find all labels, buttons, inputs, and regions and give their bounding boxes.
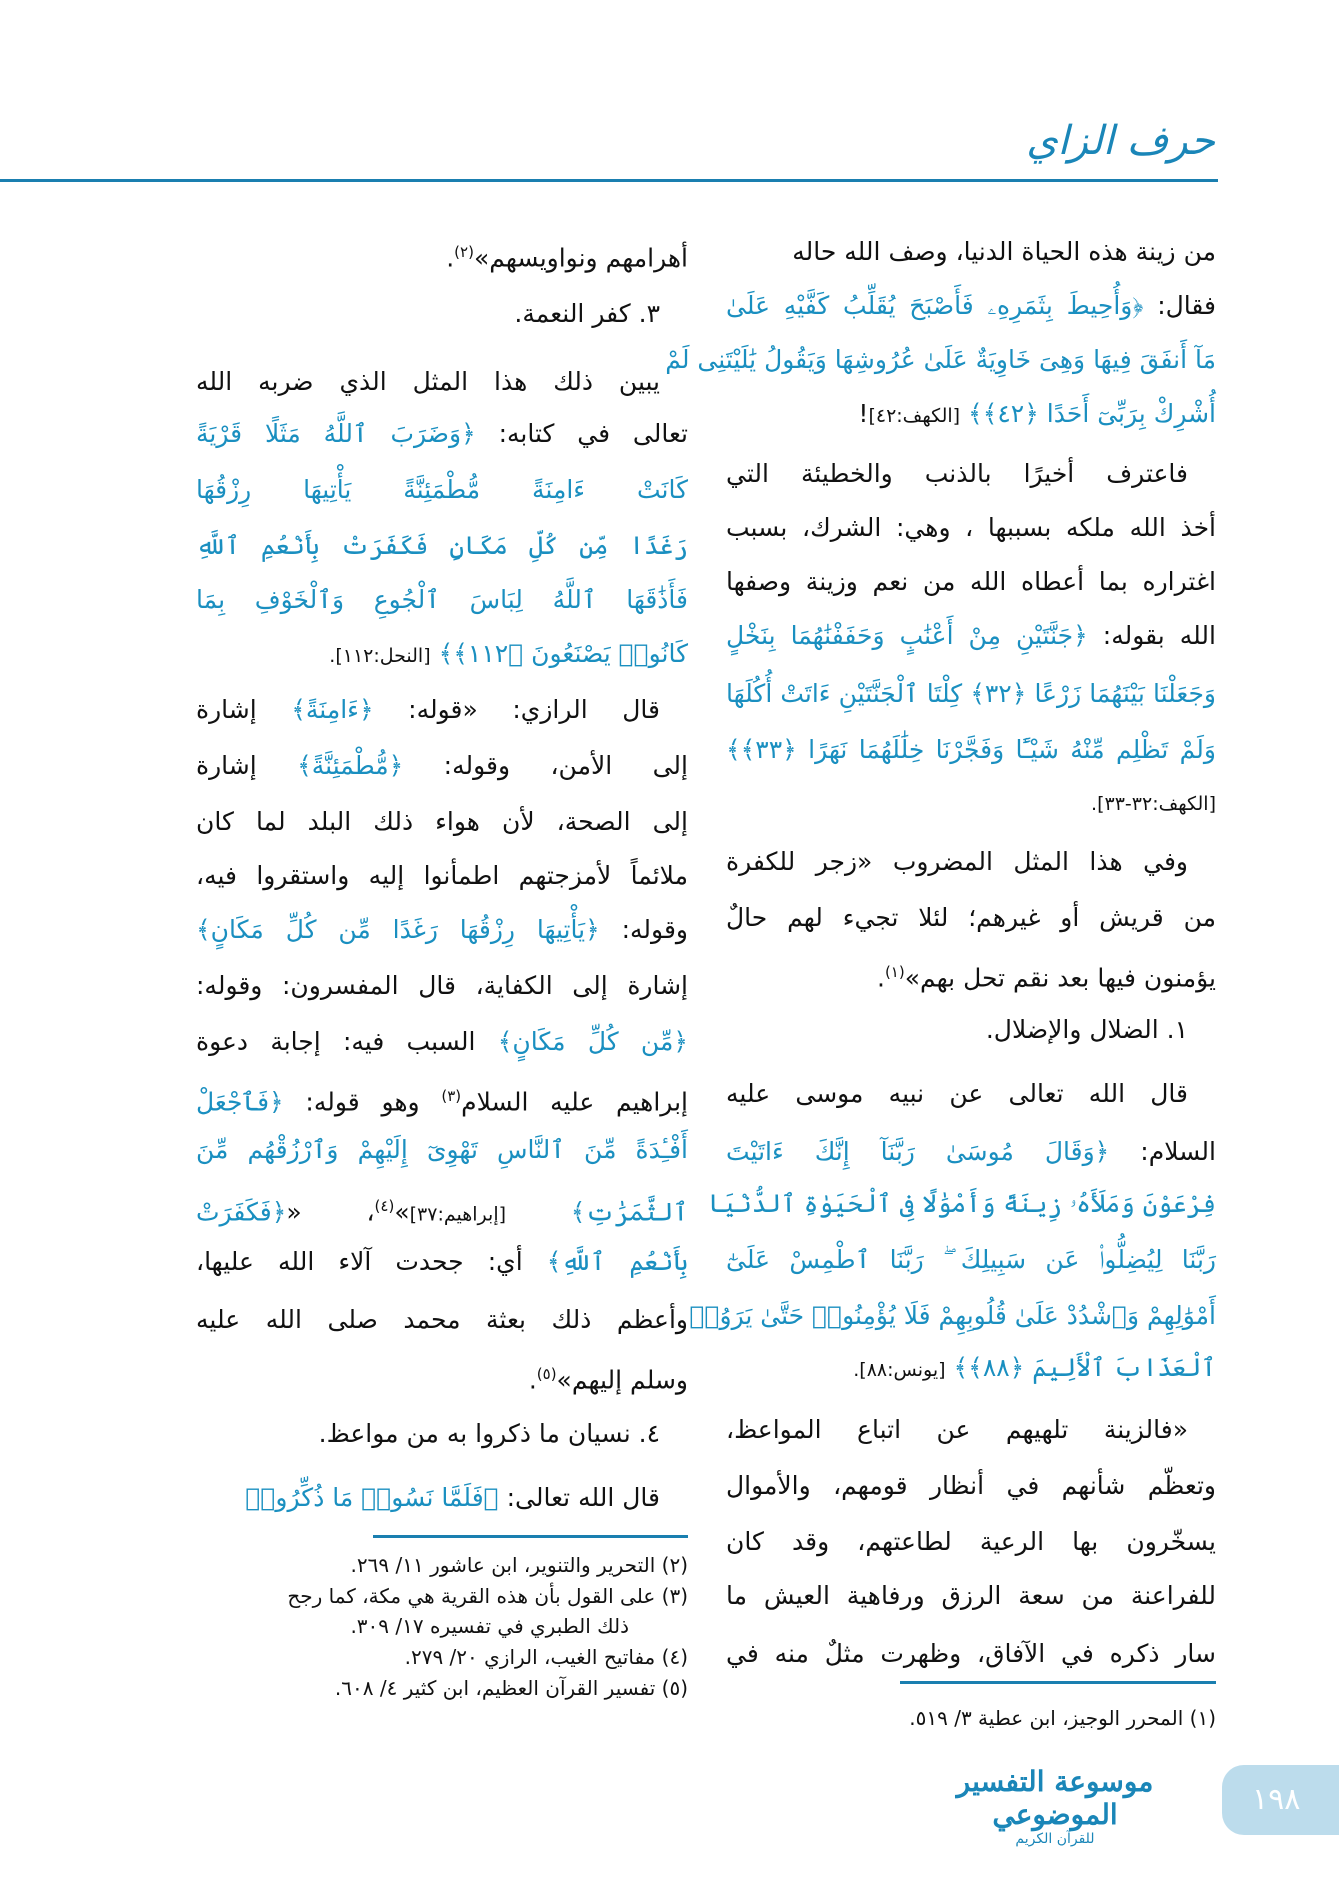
body-text: يبين ذلك هذا المثل الذي ضربه الله xyxy=(196,367,660,396)
text-line xyxy=(196,362,688,402)
quran-verse: ﴿ءَامِنَةً﴾ xyxy=(291,695,374,724)
body-text: يسخّرون بها الرعية لطاعتهم، وقد كان xyxy=(726,1527,1216,1556)
quran-verse: ﴿وَقَالَ مُوسَىٰ رَبَّنَآ إِنَّكَ ءَاتَيْتَ xyxy=(726,1137,1110,1166)
text-line xyxy=(707,1184,1216,1224)
text-line xyxy=(726,952,1216,998)
body-text: ! xyxy=(858,399,869,428)
verse-reference: [إبراهيم:٣٧] xyxy=(409,1203,507,1226)
text-line xyxy=(726,232,1216,272)
text-line xyxy=(726,1634,1216,1674)
body-text: . xyxy=(446,243,455,273)
body-text: السبب فيه: إجابة دعوة xyxy=(196,1027,498,1056)
quran-verse: أَمْوَٰلِهِمْ وَٱشْدُدْ عَلَىٰ قُلُوبِهِمْ فَلَا يُؤْمِنُوا۟ حَتَّىٰ يَرَوُا۟ xyxy=(689,1301,1216,1330)
quran-verse: أَفْـِٔدَةً مِّنَ ٱلنَّاسِ تَهْوِىٓ إِلَيْهِمْ وَٱرْزُقْهُم مِّنَ xyxy=(196,1135,688,1164)
body-text: إلى الصحة، لأن هواء ذلك البلد لما كان xyxy=(196,807,688,836)
text-line xyxy=(726,730,1216,770)
quran-verse: ﴿فَٱجْعَلْ xyxy=(196,1087,284,1117)
body-text: ٤. نسيان ما ذكروا به من مواعظ. xyxy=(318,1419,660,1448)
footnote-marker: (١) xyxy=(884,963,905,981)
body-text: . xyxy=(528,1365,537,1395)
page-number-badge: ١٩٨ xyxy=(1222,1765,1339,1835)
body-text: أخذ الله ملكه بسببها ، وهي: الشرك، بسبب xyxy=(726,513,1216,542)
body-text: ، « xyxy=(286,1197,375,1227)
text-line xyxy=(726,394,1216,436)
body-text: وأعظم ذلك بعثة محمد صلى الله عليه xyxy=(196,1305,688,1334)
body-text: أهرامهم ونواويسهم» xyxy=(473,243,688,273)
footnote: (٥) تفسير القرآن العظيم، ابن كثير ٤/ ٦٠٨. xyxy=(334,1676,688,1700)
body-text: . xyxy=(876,963,885,993)
quran-verse: مَآ أَنفَقَ فِيهَا وَهِىَ خَاوِيَةٌ عَلَىٰ عُرُوشِهَا وَيَقُولُ يَٰلَيْتَنِى لَمْ xyxy=(665,345,1216,374)
text-line xyxy=(196,634,688,676)
text-line xyxy=(196,414,688,454)
quran-verse: أُشْرِكْ بِرَبِّىٓ أَحَدًا ﴿٤٢﴾﴾ xyxy=(960,399,1216,428)
verse-reference: [الكهف:٤٢] xyxy=(868,405,961,427)
quran-verse: بِأَنْعُمِ ٱللَّهِ﴾ xyxy=(546,1247,688,1276)
text-line xyxy=(196,690,688,730)
body-text: وقوله: xyxy=(599,915,688,944)
quran-verse: فَأَذَٰقَهَا ٱللَّهُ لِبَاسَ ٱلْجُوعِ وَٱلْخَوْفِ بِمَا xyxy=(196,585,688,614)
body-text: من قريش أو غيرهم؛ لئلا تجيء لهم حالٌ xyxy=(726,903,1216,932)
footnote: (٢) التحرير والتنوير، ابن عاشور ١١/ ٢٦٩. xyxy=(350,1553,688,1577)
text-line xyxy=(726,1576,1216,1616)
body-text: وتعظّم شأنهم في أنظار قومهم، والأموال xyxy=(726,1471,1216,1500)
body-text: فاعترف أخيرًا بالذنب والخطيئة التي xyxy=(726,459,1188,488)
body-text: الله بقوله: xyxy=(1087,621,1216,650)
right-column xyxy=(665,0,1217,1700)
quran-verse: ﴿وَأُحِيطَ بِثَمَرِهِۦ فَأَصْبَحَ يُقَلِّبُ كَفَّيْهِ عَلَىٰ xyxy=(726,291,1144,320)
text-line xyxy=(726,508,1216,548)
body-text: قال الله تعالى: xyxy=(498,1483,660,1512)
text-line xyxy=(196,1242,688,1282)
body-text: إشارة xyxy=(196,695,292,724)
text-line xyxy=(196,580,688,620)
quran-verse: ﴿فَكَفَرَتْ xyxy=(196,1197,287,1227)
body-text: يؤمنون فيها بعد نقم تحل بهم» xyxy=(904,963,1216,993)
footnote-marker: (٢) xyxy=(454,243,474,261)
body-text: قال الله تعالى عن نبيه موسى عليه xyxy=(726,1079,1188,1108)
text-line xyxy=(196,1186,688,1234)
quran-verse: ﴿وَضَرَبَ ٱللَّهُ مَثَلًا قَرْيَةً xyxy=(196,419,476,448)
footnote-divider-left xyxy=(373,1535,688,1538)
footnote-marker: (٣) xyxy=(441,1087,462,1105)
body-text: «فالزينة تلهيهم عن اتباع المواعظ، xyxy=(726,1415,1188,1444)
body-text: إلى الأمن، وقوله: xyxy=(403,751,688,780)
body-text: ملائماً لأمزجتهم اطمأنوا إليه واستقروا فيه، xyxy=(196,861,688,890)
quran-verse: ﴿يَأْتِيهَا رِزْقُهَا رَغَدًا مِّن كُلِّ مَكَانٍ﴾ xyxy=(196,915,600,944)
text-line xyxy=(726,1240,1216,1280)
text-line xyxy=(196,856,688,896)
body-text: السلام: xyxy=(1109,1137,1216,1166)
quran-verse: فِرْعَوْنَ وَمَلَأَهُۥ زِينَةً وَأَمْوَٰلًا فِى ٱلْحَيَوٰةِ ٱلدُّنْيَا xyxy=(707,1189,1216,1218)
text-line xyxy=(726,562,1216,602)
body-text: من زينة هذه الحياة الدنيا، وصف الله حاله xyxy=(792,237,1216,266)
footnote-divider-right xyxy=(900,1681,1216,1684)
text-line xyxy=(196,1478,688,1518)
logo-title: موسوعة التفسير الموضوعي xyxy=(956,1765,1154,1831)
encyclopedia-logo xyxy=(930,1765,1180,1847)
footnote-marker: (٤) xyxy=(374,1197,395,1215)
text-line xyxy=(196,526,688,566)
body-text: » xyxy=(394,1197,410,1227)
body-text: فقال: xyxy=(1143,291,1217,320)
text-line xyxy=(196,910,688,950)
verse-reference: [يونس:٨٨]. xyxy=(853,1359,946,1381)
text-line xyxy=(196,1022,688,1062)
text-line xyxy=(726,1410,1216,1450)
footnote: ذلك الطبري في تفسيره ١٧/ ٣٠٩. xyxy=(350,1614,629,1638)
body-text: أي: جحدت آلاء الله عليها، xyxy=(196,1247,547,1276)
text-line xyxy=(726,782,1216,824)
text-line xyxy=(726,1348,1216,1390)
chapter-title: حرف الزاي xyxy=(1026,118,1215,164)
text-line xyxy=(689,1296,1216,1336)
text-line xyxy=(726,454,1216,494)
body-text: إشارة xyxy=(196,751,298,780)
text-line xyxy=(196,1130,688,1170)
quran-verse: رَغَدًا مِّن كُلِّ مَكَانٍ فَكَفَرَتْ بِأَنْعُمِ ٱللَّهِ xyxy=(196,531,688,560)
body-text: إشارة إلى الكفاية، قال المفسرون: وقوله: xyxy=(196,971,688,1000)
body-text: ٣. كفر النعمة. xyxy=(514,299,660,328)
quran-verse: كَانَتْ ءَامِنَةً مُّطْمَئِنَّةً يَأْتِيهَا رِزْقُهَا xyxy=(196,475,688,504)
quran-verse: كَانُوا۟ يَصْنَعُونَ ﴿١١٢﴾﴾ xyxy=(430,639,688,668)
body-text: للفراعنة من سعة الرزق ورفاهية العيش ما xyxy=(726,1581,1216,1610)
verse-reference: [النحل:١١٢]. xyxy=(329,645,431,667)
footnote: (٣) على القول بأن هذه القرية هي مكة، كما رجح xyxy=(287,1584,688,1608)
text-line xyxy=(726,1466,1216,1506)
text-line xyxy=(726,1010,1216,1050)
text-line xyxy=(665,340,1216,380)
text-line xyxy=(196,232,688,278)
text-line xyxy=(726,674,1216,714)
quran-verse: ﴿مُّطْمَئِنَّةً﴾ xyxy=(297,751,404,780)
quran-verse: ﴿فَلَمَّا نَسُوا۟ مَا ذُكِّرُوا۟ xyxy=(245,1483,499,1512)
left-column xyxy=(196,0,688,1530)
verse-reference: [الكهف:٣٢-٣٣]. xyxy=(1091,793,1216,815)
text-line xyxy=(726,1132,1216,1172)
text-line xyxy=(726,1522,1216,1562)
body-text: اغتراره بما أعطاه الله من نعم وزينة وصفها xyxy=(726,567,1216,596)
text-line xyxy=(196,470,688,510)
body-text: وفي هذا المثل المضروب «زجر للكفرة xyxy=(726,847,1188,876)
text-line xyxy=(196,802,688,842)
quran-verse: ٱلْعَذَابَ ٱلْأَلِيمَ ﴿٨٨﴾﴾ xyxy=(945,1353,1216,1382)
quran-verse: وَجَعَلْنَا بَيْنَهُمَا زَرْعًا ﴿٣٢﴾ كِلْتَا ٱلْجَنَّتَيْنِ ءَاتَتْ أُكُلَهَا xyxy=(726,679,1216,708)
text-line xyxy=(196,966,688,1006)
text-line xyxy=(196,1300,688,1340)
text-line xyxy=(726,898,1216,938)
body-text: سار ذكره في الآفاق، وظهرت مثلٌ منه في xyxy=(726,1639,1216,1668)
body-text: قال الرازي: «قوله: xyxy=(373,695,660,724)
body-text: تعالى في كتابه: xyxy=(475,419,688,448)
body-text: وهو قوله: xyxy=(283,1087,442,1117)
text-line xyxy=(196,1354,688,1400)
text-line xyxy=(196,1076,688,1122)
text-line xyxy=(726,286,1216,326)
footnote: (١) المحرر الوجيز، ابن عطية ٣/ ٥١٩. xyxy=(909,1706,1216,1730)
text-line xyxy=(726,1074,1216,1114)
quran-verse: وَلَمْ تَظْلِم مِّنْهُ شَيْـًٔا وَفَجَّرْنَا خِلَٰلَهُمَا نَهَرًا ﴿٣٣﴾﴾ xyxy=(726,735,1216,764)
body-text: ١. الضلال والإضلال. xyxy=(985,1015,1188,1044)
footnote: (٤) مفاتيح الغيب، الرازي ٢٠/ ٢٧٩. xyxy=(404,1645,688,1669)
quran-verse: ﴿مِّن كُلِّ مَكَانٍ﴾ xyxy=(497,1027,688,1056)
quran-verse: رَبَّنَا لِيُضِلُّوا۟ عَن سَبِيلِكَ ۖ رَبَّنَا ٱطْمِسْ عَلَىٰٓ xyxy=(726,1245,1216,1274)
footnote-marker: (٥) xyxy=(536,1365,557,1383)
text-line xyxy=(196,1414,688,1454)
text-line xyxy=(196,746,688,786)
text-line xyxy=(196,294,688,334)
logo-subtitle: للقرآن الكريم xyxy=(1015,1831,1095,1847)
body-text: وسلم إليهم» xyxy=(556,1365,688,1395)
text-line xyxy=(726,616,1216,656)
quran-verse: ٱلثَّمَرَٰتِ﴾ xyxy=(506,1197,688,1227)
quran-verse: ﴿جَنَّتَيْنِ مِنْ أَعْنَٰبٍ وَحَفَفْنَٰهُمَا بِنَخْلٍ xyxy=(726,621,1088,650)
text-line xyxy=(726,842,1216,882)
body-text: إبراهيم عليه السلام xyxy=(461,1087,688,1117)
